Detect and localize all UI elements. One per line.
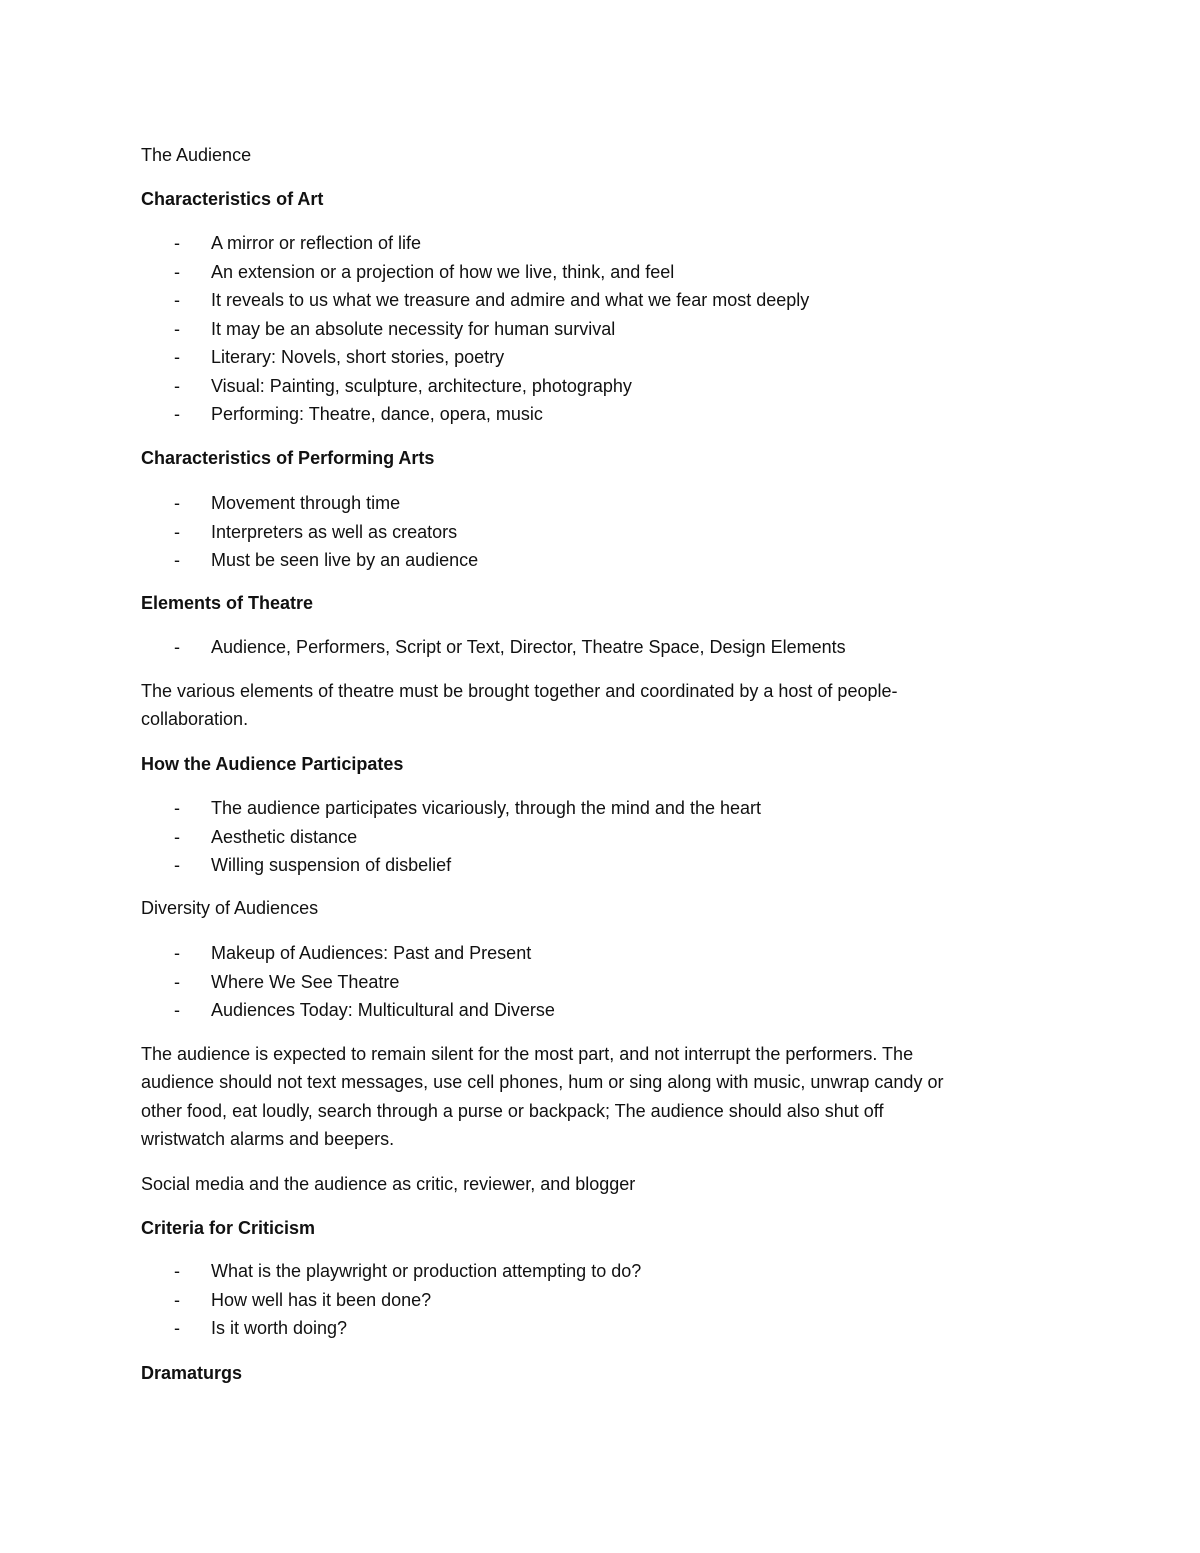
- heading-dramaturgs: Dramaturgs: [141, 1363, 243, 1383]
- list-item: [0, 258, 1000, 287]
- list-item-text: Aesthetic distance: [211, 826, 358, 847]
- list-item-text: Where We See Theatre: [211, 971, 400, 992]
- list-item: [0, 315, 1000, 344]
- list-item: [0, 518, 1000, 547]
- list-item: [0, 823, 1000, 852]
- bullet-dash: -: [174, 637, 180, 657]
- list-item: [0, 851, 1000, 880]
- bullet-dash: -: [174, 798, 180, 818]
- paragraph-social-media: Social media and the audience as critic, reviewer, and blogger: [141, 1174, 636, 1194]
- list-item-text: How well has it been done?: [211, 1289, 432, 1310]
- list-item: [0, 372, 1000, 401]
- list-criteria-for-criticism: [0, 1257, 1000, 1343]
- bullet-dash: -: [174, 826, 180, 847]
- list-item-text: It reveals to us what we treasure and admire and what we fear most deeply: [211, 290, 810, 310]
- bullet-dash: -: [174, 318, 180, 339]
- heading-characteristics-of-performing-arts: Characteristics of Performing Arts: [141, 448, 435, 468]
- list-item: [0, 1314, 1000, 1343]
- bullet-dash: -: [174, 971, 180, 992]
- list-item: [0, 343, 1000, 372]
- list-item: [0, 794, 1000, 823]
- bullet-dash: -: [174, 233, 180, 253]
- bullet-dash: -: [174, 1261, 180, 1281]
- bullet-dash: -: [174, 521, 180, 542]
- list-item-text: Must be seen live by an audience: [211, 550, 479, 570]
- list-item-text: Audience, Performers, Script or Text, Director, Theatre Space, Design Elements: [211, 637, 846, 657]
- bullet-dash: -: [174, 1289, 180, 1310]
- list-characteristics-of-art: [0, 229, 1000, 429]
- list-item-text: A mirror or reflection of life: [211, 233, 422, 253]
- list-item: [0, 1286, 1000, 1315]
- list-item: [0, 400, 1000, 429]
- list-item: [0, 1257, 1000, 1286]
- list-item-text: An extension or a projection of how we live, think, and feel: [211, 261, 675, 282]
- bullet-dash: -: [174, 550, 180, 570]
- list-item-text: Performing: Theatre, dance, opera, music: [211, 404, 543, 424]
- list-item: [0, 286, 1000, 315]
- list-item: [0, 939, 1000, 968]
- list-item-text: The audience participates vicariously, through the mind and the heart: [211, 798, 761, 818]
- heading-elements-of-theatre: Elements of Theatre: [141, 593, 314, 613]
- paragraph-etiquette-line-1: The audience is expected to remain silent for the most part, and not interrupt the performers. The: [141, 1044, 914, 1064]
- bullet-dash: -: [174, 943, 180, 963]
- list-item-text: Willing suspension of disbelief: [211, 855, 452, 875]
- list-how-the-audience-participates: [0, 794, 1000, 880]
- heading-how-the-audience-participates: How the Audience Participates: [141, 754, 404, 774]
- bullet-dash: -: [174, 375, 180, 396]
- document-title: The Audience: [141, 145, 252, 165]
- list-item-text: Interpreters as well as creators: [211, 521, 458, 542]
- list-elements-of-theatre: [0, 633, 1000, 662]
- heading-criteria-for-criticism: Criteria for Criticism: [141, 1218, 316, 1238]
- bullet-dash: -: [174, 347, 180, 367]
- bullet-dash: -: [174, 404, 180, 424]
- list-item: [0, 229, 1000, 258]
- bullet-dash: -: [174, 290, 180, 310]
- list-item-text: Literary: Novels, short stories, poetry: [211, 347, 505, 367]
- bullet-dash: -: [174, 855, 180, 875]
- bullet-dash: -: [174, 261, 180, 282]
- list-item: [0, 489, 1000, 518]
- list-item-text: Makeup of Audiences: Past and Present: [211, 943, 532, 963]
- heading-characteristics-of-art: Characteristics of Art: [141, 189, 324, 209]
- bullet-dash: -: [174, 1000, 180, 1020]
- list-item-text: Is it worth doing?: [211, 1318, 348, 1338]
- list-item: [0, 633, 1000, 662]
- paragraph-etiquette-line-3: other food, eat loudly, search through a purse or backpack; The audience should also shut off: [141, 1101, 884, 1121]
- heading-diversity-of-audiences: Diversity of Audiences: [141, 898, 319, 918]
- list-characteristics-of-performing-arts: [0, 489, 1000, 575]
- list-item: [0, 968, 1000, 997]
- list-item-text: It may be an absolute necessity for human survival: [211, 318, 616, 339]
- list-item-text: What is the playwright or production attempting to do?: [211, 1261, 642, 1281]
- bullet-dash: -: [174, 1318, 180, 1338]
- paragraph-etiquette-line-4: wristwatch alarms and beepers.: [141, 1129, 395, 1149]
- list-diversity-of-audiences: [0, 939, 1000, 1025]
- paragraph-collaboration-line-1: The various elements of theatre must be brought together and coordinated by a host of people-: [141, 681, 898, 701]
- list-item-text: Visual: Painting, sculpture, architecture, photography: [211, 375, 632, 396]
- list-item-text: Audiences Today: Multicultural and Diverse: [211, 1000, 555, 1020]
- list-item: [0, 996, 1000, 1025]
- paragraph-etiquette-line-2: audience should not text messages, use cell phones, hum or sing along with music, unwrap candy or: [141, 1072, 944, 1092]
- list-item-text: Movement through time: [211, 493, 401, 513]
- bullet-dash: -: [174, 493, 180, 513]
- paragraph-collaboration-line-2: collaboration.: [141, 709, 249, 729]
- list-item: [0, 546, 1000, 575]
